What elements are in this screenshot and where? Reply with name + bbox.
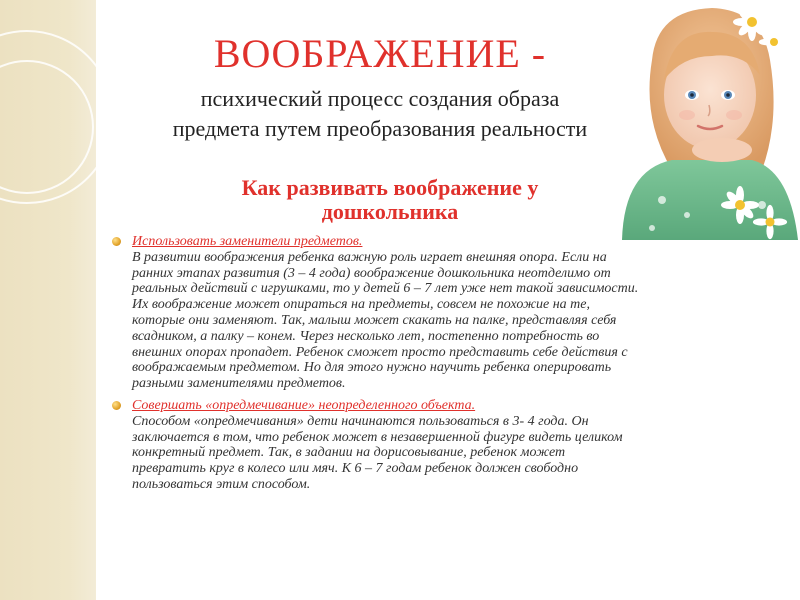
heading-line: Как развивать воображение у xyxy=(241,175,539,200)
list-item xyxy=(110,234,640,392)
slide-subtitle xyxy=(110,84,650,144)
bullet-list xyxy=(110,234,640,499)
gold-bullet-icon xyxy=(112,401,121,410)
girl-with-daisies-photo xyxy=(612,0,800,240)
bullet-text: Способом «опредмечивания» дети начинаются пользоваться в 3- 4 года. Он заключается в том, что ребенок может в незавершенной фигуре видеть целиком конкретный предмет. Так, в задании на дорисовывание, ребенок может превратить круг в колесо или мяч. К 6 – 7 годам ребенок должен свободно пользоваться этим способом. xyxy=(132,413,623,492)
slide-title: ВООБРАЖЕНИЕ - xyxy=(213,31,547,76)
subtitle-line: предмета путем преобразования реальности xyxy=(172,116,588,141)
bullet-text: В развитии воображения ребенка важную роль играет внешняя опора. Если на ранних этапах развития (3 – 4 года) воображение дошкольника неотделимо от реальных действий с игрушками, то у детей 6 – 7 лет уже нет такой зависимости. Их воображение может опираться на предметы, совсем не похожие на те, которые они заменяют. Так, малыш может скакать на палке, представляя себя всадником, а палку – конем. Через несколько лет, постепенно потребность во внешних опорах пропадет. Ребенок сможет просто представить себе действия с воображаемым предметом. Но для этого нужно научить ребенка оперировать разными заменителями предметов. xyxy=(132,249,639,392)
heading-line: дошкольника xyxy=(321,199,459,224)
section-heading xyxy=(150,176,630,224)
bullet-title: Совершать «опредмечивание» неопределенного объекта. xyxy=(132,397,476,413)
gold-bullet-icon xyxy=(112,237,121,246)
bullet-title: Использовать заменители предметов. xyxy=(132,234,363,249)
list-item xyxy=(110,398,640,493)
title-block xyxy=(110,30,650,144)
subtitle-line: психический процесс создания образа xyxy=(200,86,560,111)
